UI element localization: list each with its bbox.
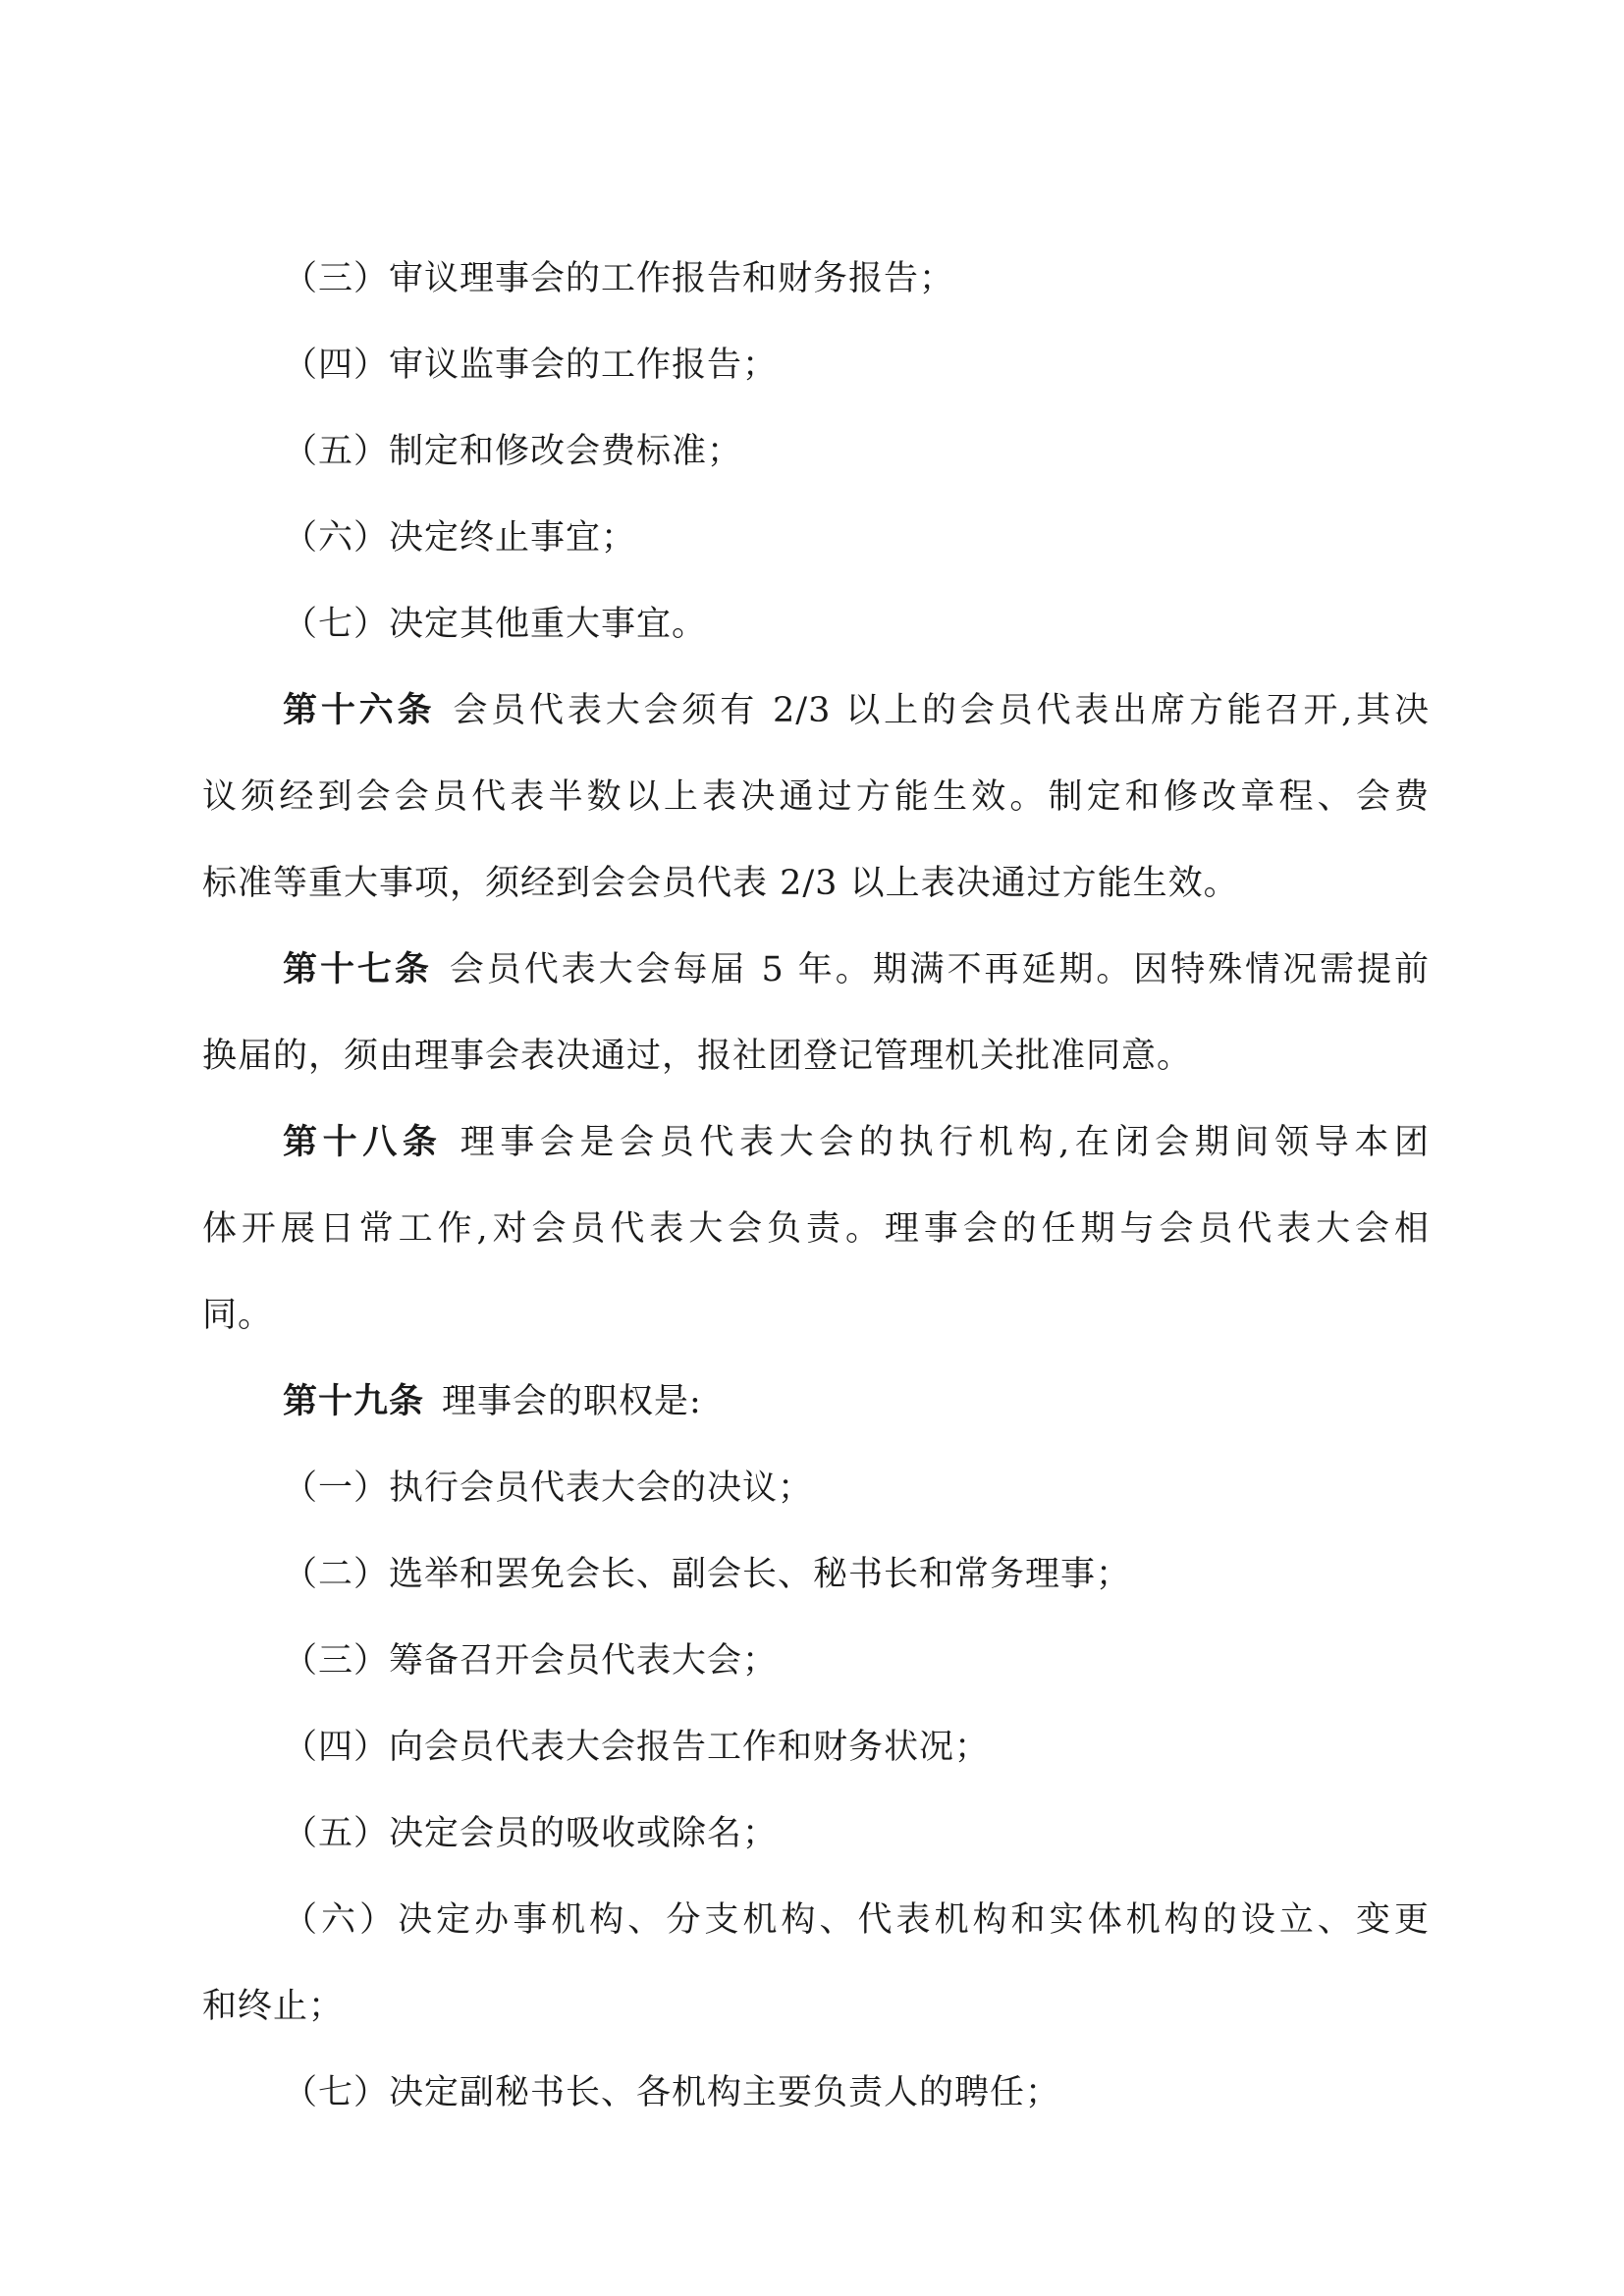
list-item: （三）筹备召开会员代表大会；: [283, 1641, 779, 1681]
article-17-line: 换届的，须由理事会表决通过，报社团登记管理机关批准同意。: [202, 1037, 1193, 1076]
article-16-first-line: [283, 689, 1430, 732]
article-18-first-line: [283, 1121, 1430, 1164]
list-item: （六）决定办事机构、分支机构、代表机构和实体机构的设立、变更: [283, 1900, 1430, 1940]
article-title: 第十七条: [283, 949, 432, 989]
article-18-line: 体开展日常工作,对会员代表大会负责。理事会的任期与会员代表大会相: [202, 1209, 1430, 1249]
list-item: （五）决定会员的吸收或除名；: [283, 1814, 779, 1853]
list-item: （七）决定副秘书长、各机构主要负责人的聘任；: [283, 2073, 1061, 2112]
list-item: （五）制定和修改会费标准；: [283, 432, 743, 471]
list-item: （三）审议理事会的工作报告和财务报告；: [283, 259, 955, 298]
list-item: （四）审议监事会的工作报告；: [283, 346, 779, 385]
list-item: （七）决定其他重大事宜。: [283, 605, 708, 644]
article-text: 理事会是会员代表大会的执行机构,在闭会期间领导本团: [460, 1123, 1430, 1162]
article-16-line: 议须经到会会员代表半数以上表决通过方能生效。制定和修改章程、会费: [202, 777, 1430, 817]
list-item: （二）选举和罢免会长、副会长、秘书长和常务理事；: [283, 1555, 1132, 1594]
list-item-continuation: 和终止；: [202, 1987, 345, 2026]
article-title: 第十九条: [283, 1381, 425, 1421]
list-item: （一）执行会员代表大会的决议；: [283, 1468, 814, 1508]
list-item: （六）决定终止事宜；: [283, 518, 637, 558]
article-16-line: 标准等重大事项，须经到会会员代表 2/3 以上表决通过方能生效。: [202, 864, 1239, 903]
article-19-first-line: [283, 1380, 1510, 1423]
article-text: 会员代表大会每届 5 年。期满不再延期。因特殊情况需提前: [449, 950, 1430, 989]
article-18-line: 同。: [202, 1296, 274, 1335]
article-title: 第十八条: [283, 1122, 443, 1162]
article-text: 理事会的职权是:: [442, 1382, 702, 1421]
article-17-first-line: [283, 948, 1430, 991]
article-title: 第十六条: [283, 690, 436, 730]
article-text: 会员代表大会须有 2/3 以上的会员代表出席方能召开,其决: [453, 691, 1430, 730]
list-item: （四）向会员代表大会报告工作和财务状况；: [283, 1728, 991, 1767]
